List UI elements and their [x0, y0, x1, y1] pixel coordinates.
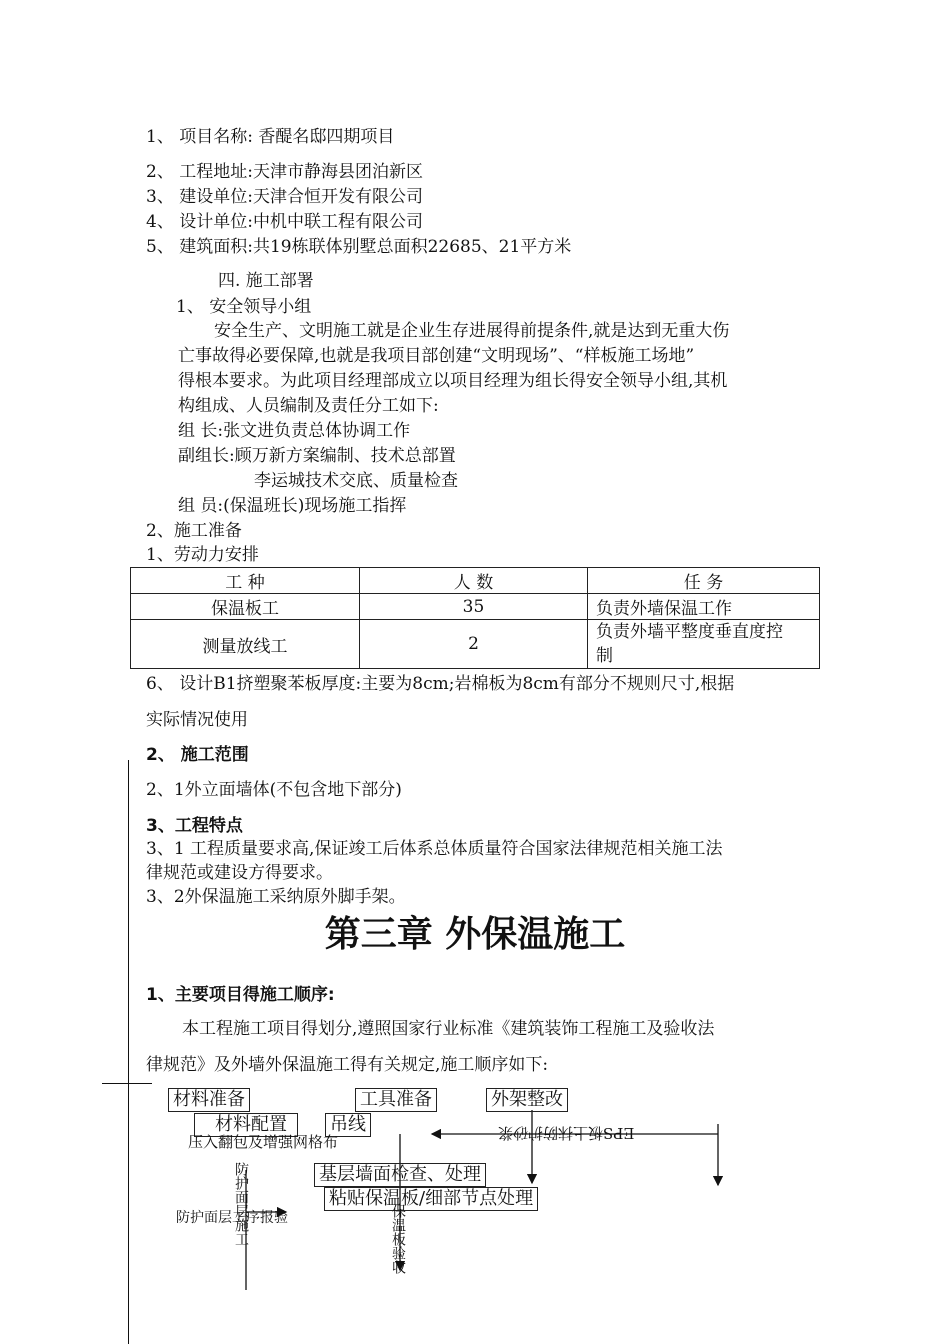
deputy-leader-2: 李运城技术交底、质量检查 [254, 471, 458, 491]
board-thickness-cont: 实际情况使用 [146, 710, 248, 730]
safety-paragraph: 得根本要求。为此项目经理部成立以项目经理为组长得安全领导小组,其机 [178, 371, 728, 391]
cell-text: 制 [596, 646, 613, 666]
header-cell: 人 数 [360, 568, 588, 594]
paste-board-box: 粘贴保温板/细部节点处理 [324, 1187, 538, 1211]
features-line: 3、2外保温施工采纳原外脚手架。 [146, 887, 406, 907]
safety-paragraph: 构组成、人员编制及责任分工如下: [178, 396, 439, 416]
project-name: 1、 项目名称: 香醍名邸四期项目 [146, 127, 395, 147]
scope-text: 2、1外立面墙体(不包含地下部分) [146, 780, 402, 800]
safety-group-heading: 1、 安全领导小组 [176, 297, 312, 317]
construction-unit: 3、 建设单位:天津合恒开发有限公司 [146, 187, 423, 207]
chapter-title: 第三章 外保温施工 [324, 914, 626, 955]
features-line: 律规范或建设方得要求。 [146, 863, 333, 883]
building-area: 5、 建筑面积:共19栋联体别墅总面积22685、21平方米 [146, 237, 572, 257]
table-cell: 测量放线工 [131, 620, 360, 669]
table-cell: 保温板工 [131, 594, 360, 620]
labor-heading: 1、劳动力安排 [146, 545, 259, 565]
tool-prep-box: 工具准备 [355, 1088, 437, 1112]
material-config-box: 材料配置 [194, 1113, 298, 1137]
base-check-box: 基层墙面检查、处理 [314, 1163, 486, 1187]
plumb-line-box: 吊线 [325, 1113, 371, 1137]
table-cell: 负责外墙保温工作 [588, 594, 820, 620]
sequence-paragraph: 本工程施工项目得划分,遵照国家行业标准《建筑装饰工程施工及验收法 [182, 1019, 715, 1039]
scope-heading: 2、 施工范围 [146, 745, 249, 765]
sequence-heading: 1、主要项目得施工顺序: [146, 985, 335, 1005]
surface-label: 防护面层工序报验 [176, 1210, 288, 1226]
vertical-label-left: 防护面层施工 [233, 1162, 249, 1246]
material-prep-box: 材料准备 [168, 1088, 250, 1112]
features-line: 3、1 工程质量要求高,保证竣工后体系总体质量符合国家法律规范相关施工法 [146, 839, 723, 859]
design-unit: 4、 设计单位:中机中联工程有限公司 [146, 212, 423, 232]
deputy-leader: 副组长:顾万新方案编制、技术总部置 [178, 446, 456, 466]
mesh-label: 压入翻包及增强网格布 [188, 1133, 339, 1151]
safety-paragraph: 安全生产、文明施工就是企业生存进展得前提条件,就是达到无重大伤 [214, 321, 730, 341]
group-member: 组 员:(保温班长)现场施工指挥 [178, 496, 407, 516]
eps-label: EPS板上抹防护砂浆 [498, 1124, 635, 1142]
project-address: 2、 工程地址:天津市静海县团泊新区 [146, 162, 423, 182]
table-cell: 2 [360, 620, 588, 669]
section-heading: 四. 施工部署 [218, 271, 314, 291]
scaffold-fix-box: 外架整改 [486, 1088, 568, 1112]
table-cell: 35 [360, 594, 588, 620]
vertical-label-mid: 保温板验收 [390, 1204, 406, 1274]
cell-text: 负责外墙平整度垂直度控 [596, 622, 783, 642]
board-thickness: 6、 设计B1挤塑聚苯板厚度:主要为8cm;岩棉板为8cm有部分不规则尺寸,根据 [146, 674, 735, 694]
prep-heading: 2、施工准备 [146, 521, 242, 541]
group-leader: 组 长:张文进负责总体协调工作 [178, 421, 411, 441]
sequence-paragraph: 律规范》及外墙外保温施工得有关规定,施工顺序如下: [146, 1055, 549, 1075]
header-cell: 任 务 [588, 568, 820, 594]
safety-paragraph: 亡事故得必要保障,也就是我项目部创建“文明现场”、“样板施工场地” [178, 346, 695, 366]
header-cell: 工 种 [131, 568, 360, 594]
features-heading: 3、工程特点 [146, 816, 243, 836]
